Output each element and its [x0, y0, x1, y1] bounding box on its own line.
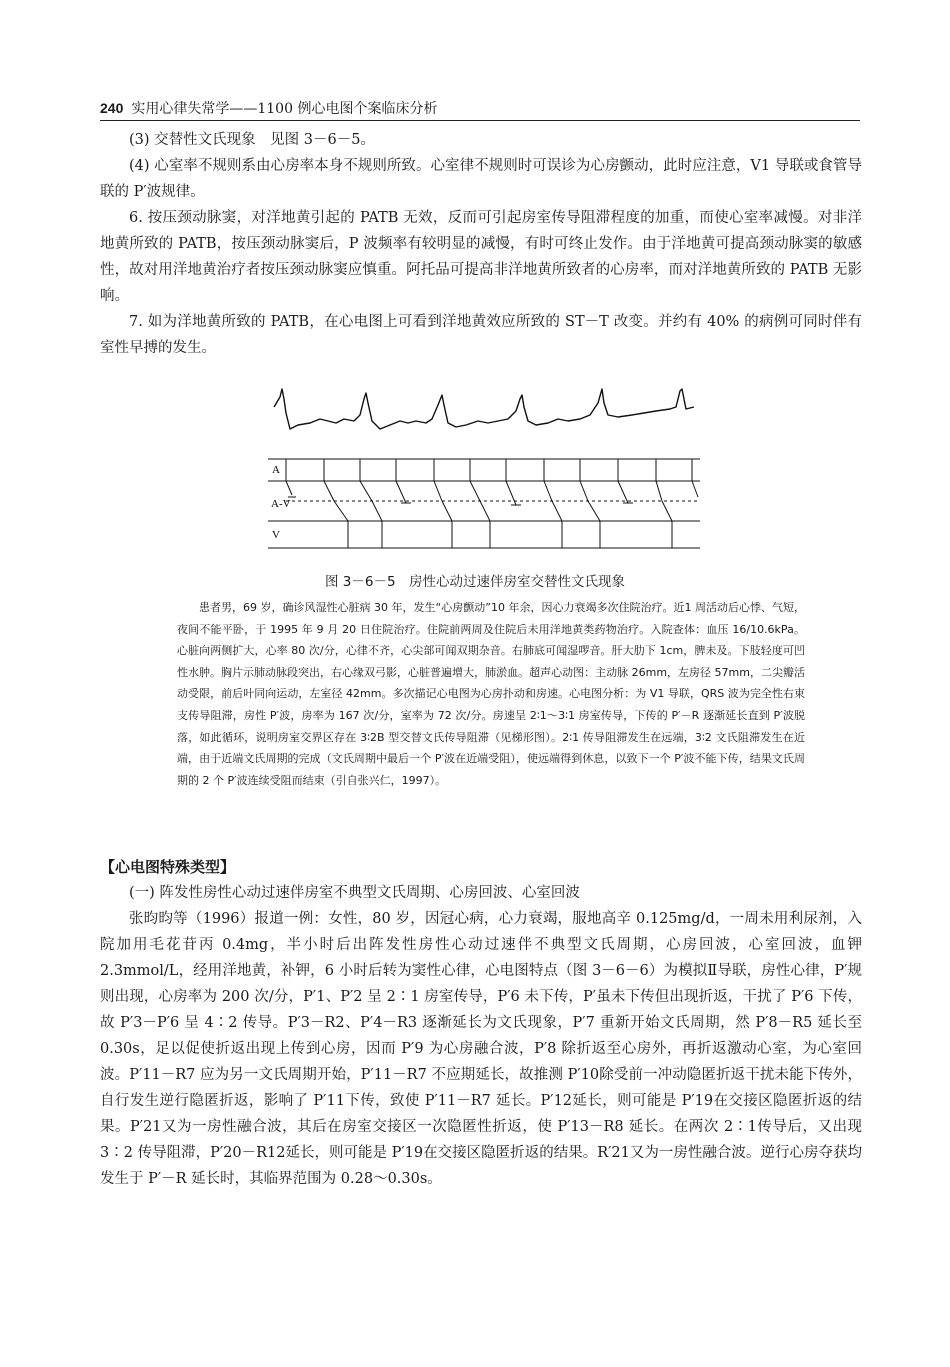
page-number: 240	[100, 100, 124, 116]
section-title: 【心电图特殊类型】	[100, 858, 236, 876]
ecg-trace	[274, 389, 694, 429]
book-title: 实用心律失常学——1100 例心电图个案临床分析	[131, 101, 438, 117]
ecg-ladder-figure	[268, 385, 700, 555]
atrial-marks	[286, 459, 692, 481]
row-label-a: A	[272, 464, 280, 476]
row-label-v: V	[272, 529, 280, 541]
case-note	[177, 597, 805, 791]
ventricular-marks	[348, 521, 672, 548]
paragraph-3: (3) 交替性文氏现象 见图 3－6－5。	[129, 132, 375, 148]
row-label-av: A-V	[271, 498, 291, 510]
ecg-ladder-diagram	[268, 385, 700, 555]
case-note-text: 患者男，69 岁，确诊风湿性心脏病 30 年，发生“心房颤动”10 年余，因心力衰竭多次住院治疗。近1 周活动后心悸、气短，夜间不能平卧，于 1995 年 9 月 20 日住院治疗。住院前两周及住院后未用洋地黄类药物治疗。入院查体：血压 16/10.6kPa。心脏向两侧扩大，心率 80 次/分，心律不齐，心尖部可闻双期杂音。右肺底可闻湿啰音。肝大肋下 1cm，脾未及。下肢轻度可凹性水肿。胸片示肺动脉段突出，右心缘双弓影，心脏普遍增大，肺淤血。超声心动图：主动脉 26mm，左房径 57mm，二尖瓣活动受限，前后叶同向运动，左室径 42mm。多次描记心电图为心房扑动和房速。心电图分析：为 V1 导联，QRS 波为完全性右束支传导阻滞，房性 P′波，房率为 167 次/分，室率为 72 次/分。房速呈 2∶1～3∶1 房室传导，下传的 P′－R 逐渐延长直到 P′波脱落，如此循环，说明房室交界区存在 3∶2B 型交替文氏传导阻滞（见梯形图）。2∶1 传导阻滞发生在远端，3∶2 文氏阻滞发生在近端，由于近端文氏周期的完成（文氏周期中最后一个 P′波在近端受阻），使远端得到休息，以致下一个 P′波不能下传，结果文氏周期的 2 个 P′波连续受阻而结束（引自张兴仁，1997）。	[177, 601, 805, 787]
paragraph-4: (4) 心室率不规则系由心房率本身不规则所致。心室律不规则时可误诊为心房颤动，此时应注意，V1 导联或食管导联的 P′波规律。	[100, 158, 862, 200]
lower-text-block	[100, 880, 862, 1192]
paragraph-6: 6. 按压颈动脉窦，对洋地黄引起的 PATB 无效，反而可引起房室传导阻滞程度的加重，而使心室率减慢。对非洋地黄所致的 PATB，按压颈动脉窦后，P 波频率有较明显的减慢，有时可终止发作。由于洋地黄可提高颈动脉窦的敏感性，故对用洋地黄治疗者按压颈动脉窦应慎重。阿托品可提高非洋地黄所致者的心房率，而对洋地黄所致的 PATB 无影响。	[100, 210, 862, 304]
subsection-heading: (一) 阵发性房性心动过速伴房室不典型文氏周期、心房回波、心室回波	[129, 885, 580, 901]
running-header	[100, 98, 860, 121]
figure-caption: 图 3－6－5 房性心动过速伴房室交替性文氏现象	[324, 574, 626, 590]
case-report-paragraph: 张昀昀等（1996）报道一例：女性，80 岁，因冠心病，心力衰竭，服地高辛 0.125mg/d，一周未用利尿剂，入院加用毛花苷丙 0.4mg，半小时后出阵发性房性心动过速伴不典型文氏周期，心房回波，心室回波，血钾 2.3mmol/L，经用洋地黄，补钾，6 小时后转为窦性心律，心电图特点（图 3－6－6）为模拟Ⅱ导联，房性心律，P′规则出现，心房率为 200 次/分，P′1、P′2 呈 2∶1 房室传导，P′6 未下传，P′虽未下传但出现折返，干扰了 P′6 下传，故 P′3－P′6 呈 4∶2 传导。P′3－R2、P′4－R3 逐渐延长为文氏现象，P′7 重新开始文氏周期，然 P′8－R5 延长至 0.30s，足以促使折返出现上传到心房，因而 P′9 为心房融合波，P′8 除折返至心房外，再折返激动心室，为心室回波。P′11－R7 应为另一文氏周期开始，P′11－R7 不应期延长，故推测 P′10除受前一冲动隐匿折返干扰未能下传外，自行发生逆行隐匿折返，影响了 P′11下传，致使 P′11－R7 延长。P′12延长，则可能是 P′19在交接区隐匿折返的结果。P′21又为一房性融合波，其后在房室交接区一次隐匿性折返，使 P′13－R8 延长。在两次 2∶1传导后，又出现 3∶2 传导阻滞，P′20－R12延长，则可能是 P′19在交接区隐匿折返的结果。R′21又为一房性融合波。逆行心房夺获均发生于 P′－R 延长时，其临界范围为 0.28～0.30s。	[100, 911, 862, 1187]
paragraph-7: 7. 如为洋地黄所致的 PATB，在心电图上可看到洋地黄效应所致的 ST－T 改变。并约有 40% 的病例可同时伴有室性早搏的发生。	[100, 314, 862, 356]
upper-text-block	[100, 127, 862, 361]
